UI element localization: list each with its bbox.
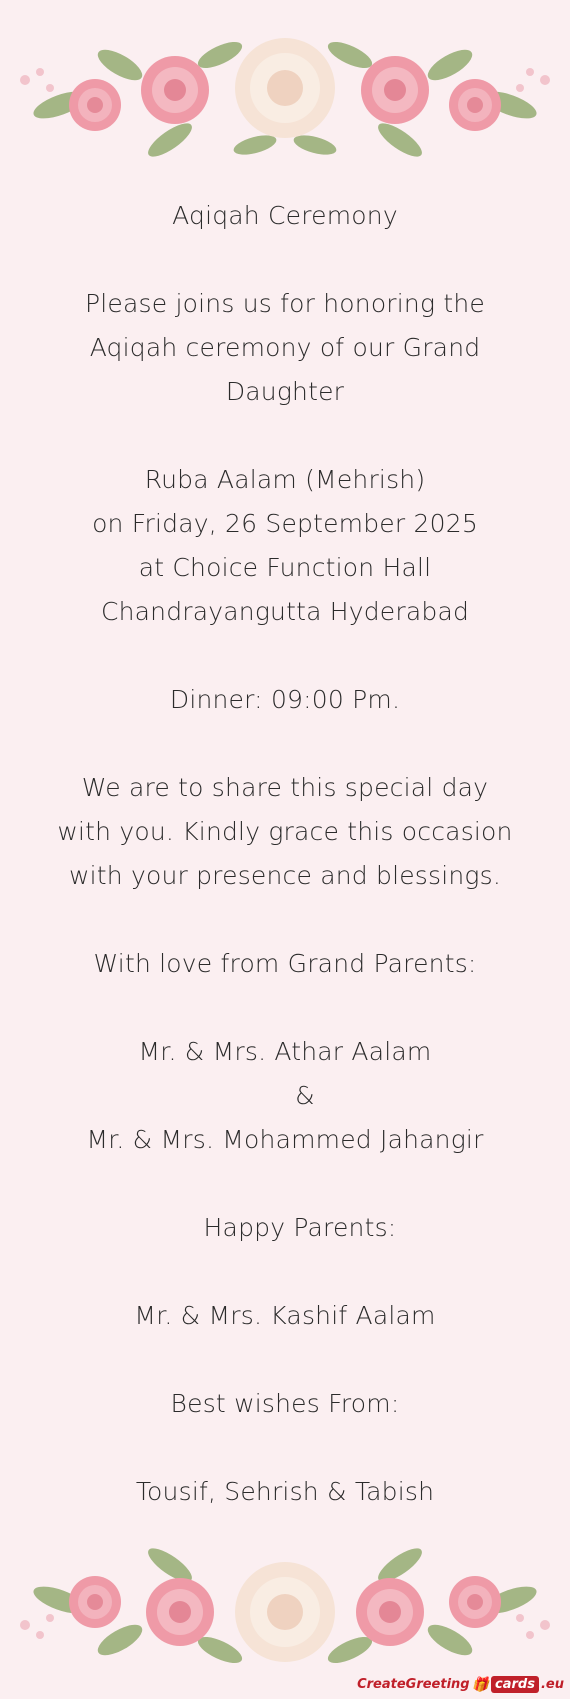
invite-line: Please joins us for honoring the bbox=[85, 289, 485, 318]
ampersand: & bbox=[295, 1081, 315, 1110]
event-venue: at Choice Function Hall bbox=[138, 553, 432, 582]
event-date: on Friday, 26 September 2025 bbox=[92, 509, 478, 538]
ceremony-content bbox=[0, 194, 570, 1514]
rose-small-right bbox=[449, 1576, 501, 1628]
rose-center bbox=[235, 1562, 335, 1662]
invite-line: Daughter bbox=[225, 377, 345, 406]
best-wishes-heading: Best wishes From: bbox=[170, 1389, 400, 1418]
dinner-time: Dinner: 09:00 Pm. bbox=[169, 685, 401, 714]
rose-small-left bbox=[69, 79, 121, 131]
message-line: with you. Kindly grace this occasion bbox=[57, 817, 513, 846]
happy-parents-heading: Happy Parents: bbox=[203, 1213, 397, 1242]
floral-border-bottom bbox=[0, 1540, 570, 1685]
logo-badge: cards bbox=[491, 1676, 539, 1693]
grand-parents-name: Mr. & Mrs. Athar Aalam bbox=[138, 1037, 432, 1066]
gift-icon: 🎁 bbox=[471, 1676, 490, 1693]
create-greeting-cards-logo[interactable] bbox=[357, 1676, 564, 1693]
rose-mid-right bbox=[361, 56, 429, 124]
child-name: Ruba Aalam (Mehrish) bbox=[144, 465, 426, 494]
happy-parents-name: Mr. & Mrs. Kashif Aalam bbox=[134, 1301, 436, 1330]
grand-parents-heading: With love from Grand Parents: bbox=[93, 949, 477, 978]
rose-mid-left bbox=[146, 1578, 214, 1646]
rose-small-right bbox=[449, 79, 501, 131]
invite-line: Aqiqah ceremony of our Grand bbox=[89, 333, 481, 362]
best-wishes-names: Tousif, Sehrish & Tabish bbox=[135, 1477, 435, 1506]
message-line: with your presence and blessings. bbox=[68, 861, 502, 890]
rose-mid-left bbox=[141, 56, 209, 124]
rose-center bbox=[235, 38, 335, 138]
floral-border-top bbox=[0, 10, 570, 160]
logo-text: CreateGreeting bbox=[357, 1677, 470, 1692]
logo-suffix: .eu bbox=[540, 1677, 564, 1692]
rose-mid-right bbox=[356, 1578, 424, 1646]
grand-parents-name: Mr. & Mrs. Mohammed Jahangir bbox=[86, 1125, 484, 1154]
ceremony-title: Aqiqah Ceremony bbox=[172, 201, 398, 230]
event-location: Chandrayangutta Hyderabad bbox=[100, 597, 470, 626]
rose-small-left bbox=[69, 1576, 121, 1628]
message-line: We are to share this special day bbox=[81, 773, 489, 802]
